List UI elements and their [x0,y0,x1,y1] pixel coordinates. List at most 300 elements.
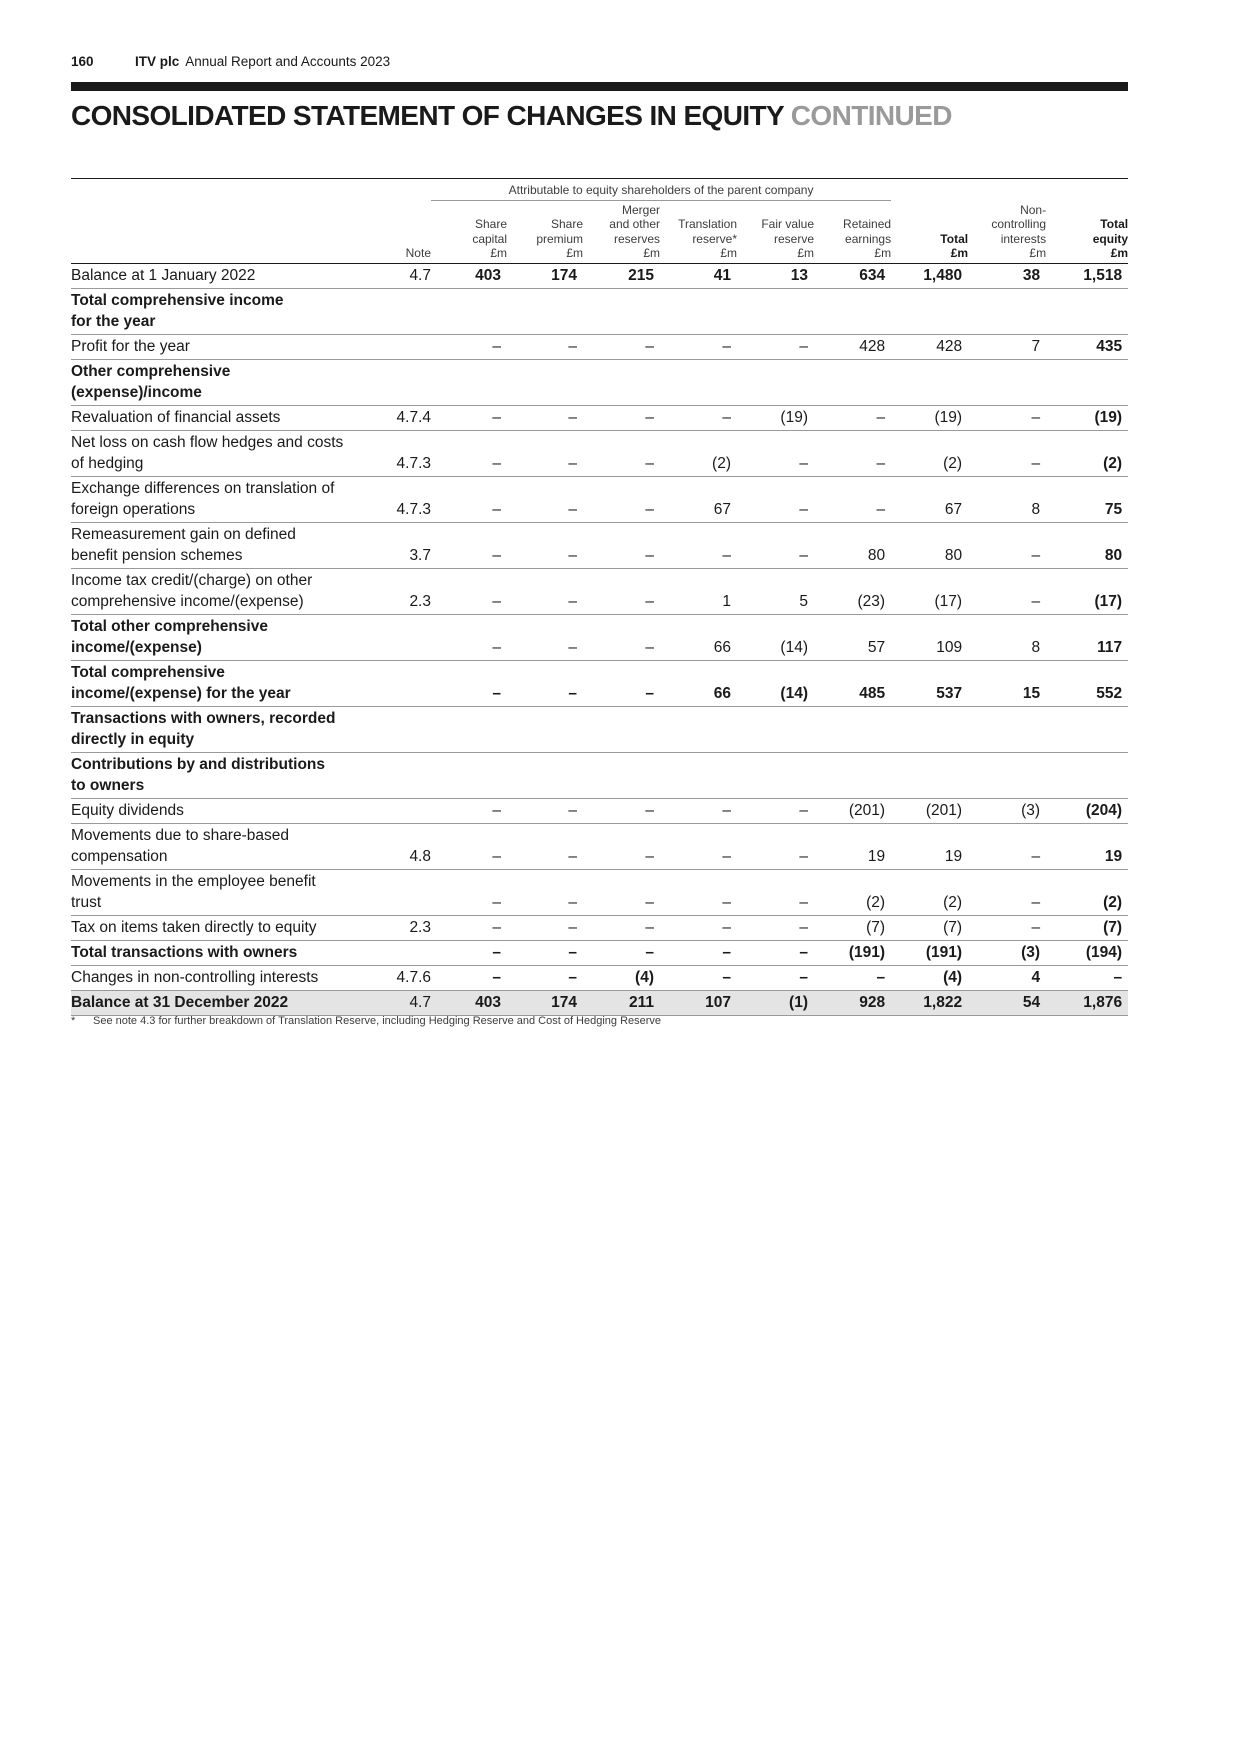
note-cell [371,334,431,359]
empty-cell [891,288,968,334]
cell-fair-value-reserve: – [737,869,814,915]
row-label [71,288,371,334]
empty-cell [814,288,891,334]
col-header-line: Non- [1020,202,1047,217]
cell-total: 1,822 [891,990,968,1015]
cell-total-equity: (17) [1046,568,1128,614]
note-cell: 2.3 [371,915,431,940]
empty-cell [968,752,1046,798]
empty-cell [891,359,968,405]
empty-cell [660,706,737,752]
col-header-fair-value-reserve [737,200,814,263]
cell-retained-earnings: (2) [814,869,891,915]
table-row [71,614,1128,660]
footnote [71,1015,661,1027]
cell-merger-reserves: – [583,798,660,823]
page-number: 160 [71,54,94,69]
note-cell: 4.7.6 [371,965,431,990]
row-label [71,568,371,614]
note-cell [371,869,431,915]
cell-total-equity: 117 [1046,614,1128,660]
cell-share-capital: 403 [431,263,507,288]
empty-cell [583,706,660,752]
cell-total: 428 [891,334,968,359]
cell-share-capital: – [431,965,507,990]
empty-cell [371,359,431,405]
table-body [71,263,1128,1015]
cell-non-controlling-interests: – [968,430,1046,476]
cell-translation-reserve: – [660,405,737,430]
column-header-row [71,200,1128,263]
row-label-line: Contributions by and distributions [71,755,326,773]
cell-translation-reserve: – [660,915,737,940]
cell-merger-reserves: – [583,568,660,614]
cell-share-premium: – [507,823,583,869]
cell-retained-earnings: 485 [814,660,891,706]
col-header-line: Note [405,246,431,260]
row-label-line: Remeasurement gain on defined [71,525,296,543]
col-header-line: and other [609,217,660,231]
col-header-line: £m [1110,246,1129,260]
cell-non-controlling-interests: – [968,915,1046,940]
row-label [71,334,371,359]
cell-fair-value-reserve: – [737,798,814,823]
cell-share-premium: – [507,405,583,430]
cell-non-controlling-interests: 54 [968,990,1046,1015]
cell-retained-earnings: (23) [814,568,891,614]
cell-fair-value-reserve: – [737,823,814,869]
empty-cell [371,752,431,798]
col-header-line: £m [566,246,583,260]
cell-non-controlling-interests: 7 [968,334,1046,359]
cell-retained-earnings: 928 [814,990,891,1015]
empty-cell [507,752,583,798]
cell-merger-reserves: – [583,476,660,522]
cell-total-equity: (19) [1046,405,1128,430]
row-label-line: comprehensive income/(expense) [71,592,304,610]
cell-non-controlling-interests: (3) [968,798,1046,823]
row-label-line: Other comprehensive [71,362,231,380]
cell-total: 1,480 [891,263,968,288]
note-cell [371,798,431,823]
col-header-line: £m [643,246,660,260]
cell-total: 109 [891,614,968,660]
cell-translation-reserve: – [660,522,737,568]
closing-balance-row [71,990,1128,1015]
section-heading-row [71,752,1128,798]
table-row [71,430,1128,476]
row-label [71,990,371,1015]
col-header-line: Fair value [761,217,814,231]
cell-fair-value-reserve: – [737,476,814,522]
cell-total-equity: (2) [1046,869,1128,915]
footnote-marker: * [71,1015,76,1027]
cell-translation-reserve: – [660,334,737,359]
cell-share-premium: – [507,476,583,522]
row-label-line: benefit pension schemes [71,546,243,564]
cell-total: (2) [891,869,968,915]
cell-merger-reserves: – [583,430,660,476]
empty-cell [431,288,507,334]
cell-share-capital: – [431,405,507,430]
note-cell: 2.3 [371,568,431,614]
cell-share-capital: – [431,869,507,915]
cell-share-capital: – [431,614,507,660]
cell-non-controlling-interests: 15 [968,660,1046,706]
cell-share-capital: – [431,940,507,965]
row-label-line: Total other comprehensive [71,617,268,635]
cell-total-equity: (194) [1046,940,1128,965]
empty-cell [507,359,583,405]
row-label [71,706,371,752]
cell-total: (19) [891,405,968,430]
page-title [71,100,952,132]
cell-merger-reserves: – [583,614,660,660]
cell-fair-value-reserve: (1) [737,990,814,1015]
cell-total-equity: 435 [1046,334,1128,359]
col-header-line: £m [950,246,969,260]
cell-retained-earnings: – [814,430,891,476]
cell-retained-earnings: – [814,965,891,990]
col-header-line: Total [940,231,969,246]
label-column-header [71,200,371,263]
col-header-translation-reserve [660,200,737,263]
row-label-line: directly in equity [71,730,195,748]
col-header-total-equity [1046,200,1128,263]
empty-cell [371,706,431,752]
row-label-line: to owners [71,776,145,794]
cell-share-premium: – [507,869,583,915]
col-header-line: £m [797,246,814,260]
row-label-line: Total comprehensive [71,663,225,681]
page-title-main: CONSOLIDATED STATEMENT OF CHANGES IN EQUITY [71,100,784,131]
cell-translation-reserve: 107 [660,990,737,1015]
empty-cell [431,752,507,798]
empty-cell [737,752,814,798]
cell-share-premium: – [507,660,583,706]
row-label-line: Revaluation of financial assets [71,408,281,426]
cell-share-capital: – [431,915,507,940]
cell-total-equity: 19 [1046,823,1128,869]
empty-cell [660,359,737,405]
cell-merger-reserves: – [583,405,660,430]
cell-share-premium: – [507,940,583,965]
col-header-line: £m [874,246,892,260]
col-header-line: Translation [678,217,737,231]
row-label [71,522,371,568]
empty-cell [507,288,583,334]
cell-share-premium: – [507,798,583,823]
cell-fair-value-reserve: – [737,915,814,940]
col-header-share-premium [507,200,583,263]
row-label-line: (expense)/income [71,383,202,401]
col-header-line: controlling [991,217,1047,231]
row-label-line: foreign operations [71,500,196,518]
col-header-line: reserves [613,231,660,246]
empty-cell [583,288,660,334]
empty-cell [1046,288,1128,334]
cell-translation-reserve: 67 [660,476,737,522]
row-label [71,823,371,869]
col-header-line: £m [720,246,737,260]
cell-non-controlling-interests: – [968,823,1046,869]
table-row [71,915,1128,940]
empty-cell [371,288,431,334]
row-label [71,940,371,965]
row-label-line: trust [71,893,102,911]
row-label [71,614,371,660]
cell-share-premium: – [507,915,583,940]
section-heading-row [71,706,1128,752]
col-header-line: Retained [843,217,892,231]
col-header-line: Merger [621,202,660,217]
page-header [71,54,390,76]
cell-fair-value-reserve: – [737,430,814,476]
cell-translation-reserve: 1 [660,568,737,614]
cell-total-equity: 1,518 [1046,263,1128,288]
cell-total: (201) [891,798,968,823]
cell-translation-reserve: – [660,940,737,965]
table-row [71,522,1128,568]
cell-retained-earnings: (191) [814,940,891,965]
cell-retained-earnings: 19 [814,823,891,869]
cell-share-capital: 403 [431,990,507,1015]
cell-total-equity: 80 [1046,522,1128,568]
cell-share-capital: – [431,334,507,359]
table-row [71,965,1128,990]
cell-share-capital: – [431,476,507,522]
col-header-line: £m [490,246,507,260]
cell-share-premium: 174 [507,263,583,288]
row-label [71,752,371,798]
empty-cell [507,706,583,752]
cell-merger-reserves: – [583,915,660,940]
cell-total-equity: 1,876 [1046,990,1128,1015]
cell-translation-reserve: – [660,869,737,915]
cell-non-controlling-interests: (3) [968,940,1046,965]
cell-merger-reserves: 215 [583,263,660,288]
row-label-line: Movements due to share-based [71,826,289,844]
row-label-line: compensation [71,847,168,865]
page-title-continued: CONTINUED [790,100,952,131]
empty-cell [660,752,737,798]
cell-translation-reserve: 41 [660,263,737,288]
row-label [71,869,371,915]
row-label [71,798,371,823]
empty-cell [968,706,1046,752]
cell-fair-value-reserve: 13 [737,263,814,288]
cell-translation-reserve: – [660,965,737,990]
empty-cell [737,288,814,334]
empty-cell [583,359,660,405]
cell-merger-reserves: 211 [583,990,660,1015]
cell-non-controlling-interests: – [968,405,1046,430]
cell-retained-earnings: 57 [814,614,891,660]
empty-cell [968,288,1046,334]
cell-translation-reserve: 66 [660,614,737,660]
cell-total: (2) [891,430,968,476]
row-label-line: Total comprehensive income [71,291,284,309]
cell-retained-earnings: (7) [814,915,891,940]
cell-total: 67 [891,476,968,522]
empty-cell [814,359,891,405]
footnote-text: See note 4.3 for further breakdown of Translation Reserve, including Hedging Reserve and Cost of Hedging Reserve [93,1015,662,1027]
cell-retained-earnings: (201) [814,798,891,823]
cell-fair-value-reserve: – [737,965,814,990]
row-label-line: for the year [71,312,156,330]
cell-total: (7) [891,915,968,940]
table-row [71,660,1128,706]
cell-share-premium: – [507,568,583,614]
table-row [71,869,1128,915]
cell-merger-reserves: – [583,522,660,568]
empty-cell [431,706,507,752]
note-cell [371,660,431,706]
empty-cell [737,359,814,405]
row-label-line: Movements in the employee benefit [71,872,316,890]
cell-fair-value-reserve: – [737,334,814,359]
cell-fair-value-reserve: 5 [737,568,814,614]
cell-non-controlling-interests: – [968,869,1046,915]
empty-cell [583,752,660,798]
row-label-line: of hedging [71,454,144,472]
cell-merger-reserves: – [583,334,660,359]
table-row [71,823,1128,869]
cell-retained-earnings: – [814,476,891,522]
cell-merger-reserves: (4) [583,965,660,990]
row-label-line: Changes in non-controlling interests [71,968,319,986]
cell-share-premium: – [507,965,583,990]
row-label [71,476,371,522]
row-label [71,430,371,476]
empty-cell [814,706,891,752]
cell-total-equity: (2) [1046,430,1128,476]
row-label [71,660,371,706]
col-header-line: interests [1000,231,1047,246]
cell-total-equity: – [1046,965,1128,990]
col-header-line: Total [1100,217,1129,231]
row-label [71,965,371,990]
col-header-note [371,200,431,263]
empty-cell [891,706,968,752]
cell-retained-earnings: 80 [814,522,891,568]
cell-merger-reserves: – [583,823,660,869]
cell-share-premium: 174 [507,990,583,1015]
cell-share-capital: – [431,568,507,614]
empty-cell [891,752,968,798]
cell-share-premium: – [507,430,583,476]
cell-fair-value-reserve: (14) [737,614,814,660]
cell-non-controlling-interests: – [968,568,1046,614]
cell-total: (191) [891,940,968,965]
row-label [71,405,371,430]
row-label-line: Exchange differences on translation of [71,479,335,497]
row-label-line: Tax on items taken directly to equity [71,918,317,936]
table-row [71,263,1128,288]
cell-fair-value-reserve: (19) [737,405,814,430]
cell-total: 19 [891,823,968,869]
note-cell [371,614,431,660]
col-header-line: Share [474,217,507,231]
col-header-line: reserve [773,231,814,246]
cell-translation-reserve: 66 [660,660,737,706]
cell-total-equity: (7) [1046,915,1128,940]
cell-share-capital: – [431,823,507,869]
row-label-line: Transactions with owners, recorded [71,709,336,727]
cell-total-equity: 552 [1046,660,1128,706]
cell-non-controlling-interests: 8 [968,614,1046,660]
col-header-line: reserve* [692,231,737,246]
col-header-line: £m [1029,246,1047,260]
cell-fair-value-reserve: – [737,522,814,568]
cell-total: 537 [891,660,968,706]
empty-cell [660,288,737,334]
cell-merger-reserves: – [583,940,660,965]
col-header-retained-earnings [814,200,891,263]
col-header-total [891,200,968,263]
cell-merger-reserves: – [583,660,660,706]
row-label-line: Balance at 1 January 2022 [71,266,256,284]
note-cell: 4.7 [371,263,431,288]
row-label [71,359,371,405]
cell-share-capital: – [431,430,507,476]
cell-non-controlling-interests: 8 [968,476,1046,522]
cell-total-equity: (204) [1046,798,1128,823]
col-header-line: earnings [845,231,892,246]
cell-total-equity: 75 [1046,476,1128,522]
cell-merger-reserves: – [583,869,660,915]
col-header-merger-reserves [583,200,660,263]
cell-retained-earnings: 428 [814,334,891,359]
note-cell: 3.7 [371,522,431,568]
cell-non-controlling-interests: – [968,522,1046,568]
empty-cell [1046,752,1128,798]
cell-share-premium: – [507,522,583,568]
cell-translation-reserve: – [660,823,737,869]
cell-share-premium: – [507,334,583,359]
table-row [71,476,1128,522]
cell-non-controlling-interests: 38 [968,263,1046,288]
cell-non-controlling-interests: 4 [968,965,1046,990]
empty-cell [814,752,891,798]
cell-translation-reserve: – [660,798,737,823]
note-cell: 4.7 [371,990,431,1015]
group-header-row [71,179,1128,201]
cell-total: 80 [891,522,968,568]
row-label [71,915,371,940]
brand-name: ITV plc [135,54,180,69]
note-cell: 4.7.3 [371,476,431,522]
empty-cell [1046,706,1128,752]
note-cell: 4.7.3 [371,430,431,476]
col-header-non-controlling [968,200,1046,263]
table-row [71,940,1128,965]
cell-retained-earnings: – [814,405,891,430]
cell-share-premium: – [507,614,583,660]
cell-translation-reserve: (2) [660,430,737,476]
cell-fair-value-reserve: – [737,940,814,965]
cell-share-capital: – [431,798,507,823]
cell-retained-earnings: 634 [814,263,891,288]
empty-cell [737,706,814,752]
cell-share-capital: – [431,660,507,706]
table-row [71,568,1128,614]
table-row [71,334,1128,359]
section-heading-row [71,359,1128,405]
empty-cell [1046,359,1128,405]
col-header-line: capital [472,231,507,246]
table-row [71,798,1128,823]
